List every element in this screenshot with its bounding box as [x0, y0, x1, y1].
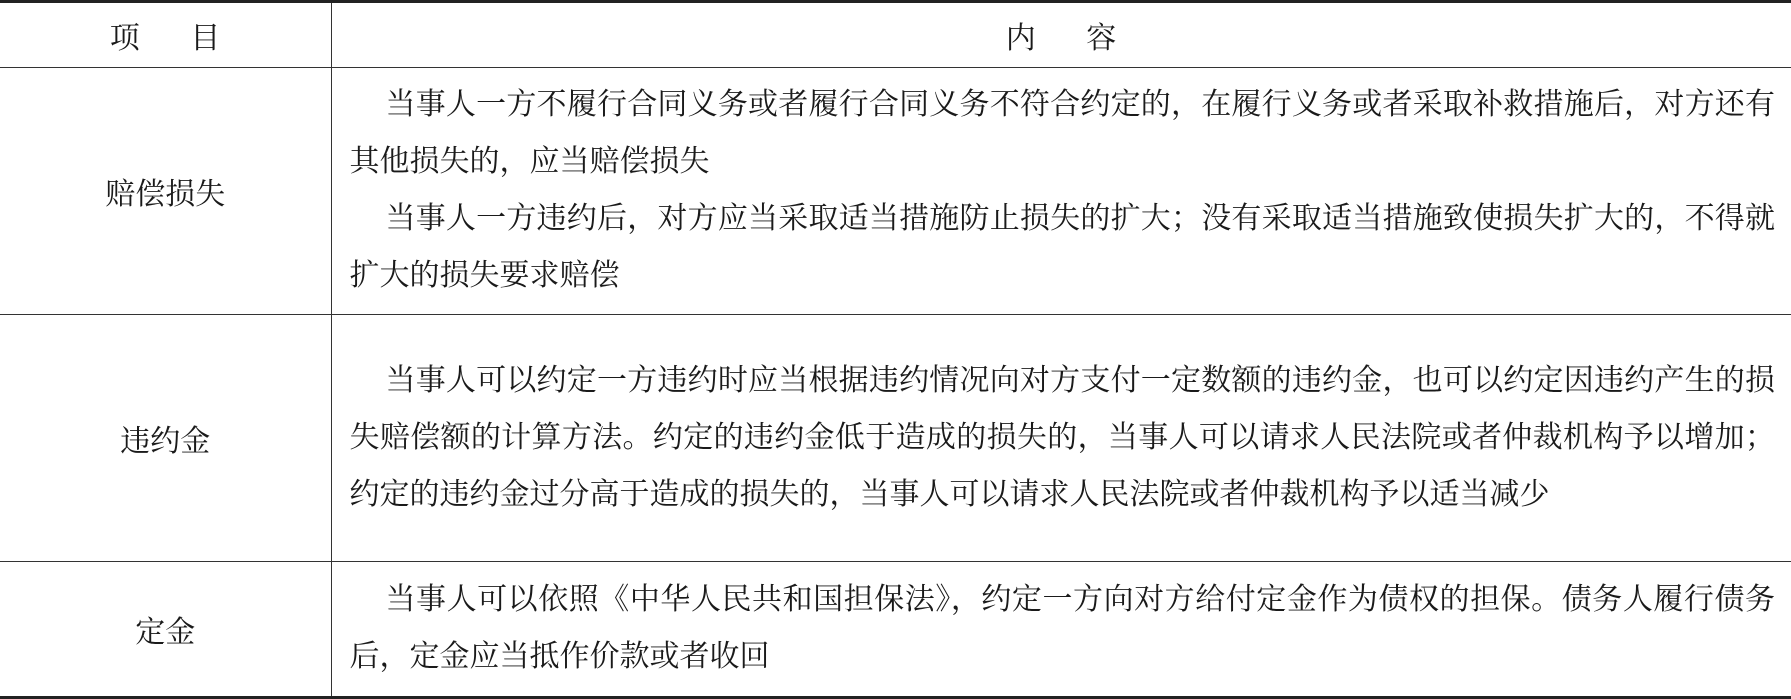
table-row: [0, 68, 1791, 315]
row-item-label: 定金: [0, 562, 331, 698]
header-item: 项 目: [0, 2, 331, 68]
header-content: 内 容: [331, 2, 1791, 68]
row-content: [331, 315, 1791, 562]
table-row: [0, 315, 1791, 562]
table-row: [0, 562, 1791, 698]
table-header-row: [0, 2, 1791, 68]
row-item-label: 违约金: [0, 315, 331, 562]
content-paragraph: 当事人一方违约后，对方应当采取适当措施防止损失的扩大；没有采取适当措施致使损失扩大的，不得就扩大的损失要求赔偿: [349, 201, 1775, 293]
content-paragraph: 当事人可以约定一方违约时应当根据违约情况向对方支付一定数额的违约金，也可以约定因违约产生的损失赔偿额的计算方法。约定的违约金低于造成的损失的，当事人可以请求人民法院或者仲裁机构予以增加；约定的违约金过分高于造成的损失的，当事人可以请求人民法院或者仲裁机构予以适当减少: [349, 362, 1775, 512]
row-content: [331, 562, 1791, 698]
row-content: [331, 68, 1791, 315]
row-item-label: 赔偿损失: [0, 68, 331, 315]
content-paragraph: 当事人一方不履行合同义务或者履行合同义务不符合约定的，在履行义务或者采取补救措施后，对方还有其他损失的，应当赔偿损失: [349, 87, 1775, 179]
content-paragraph: 当事人可以依照《中华人民共和国担保法》，约定一方向对方给付定金作为债权的担保。债务人履行债务后，定金应当抵作价款或者收回: [349, 582, 1775, 674]
